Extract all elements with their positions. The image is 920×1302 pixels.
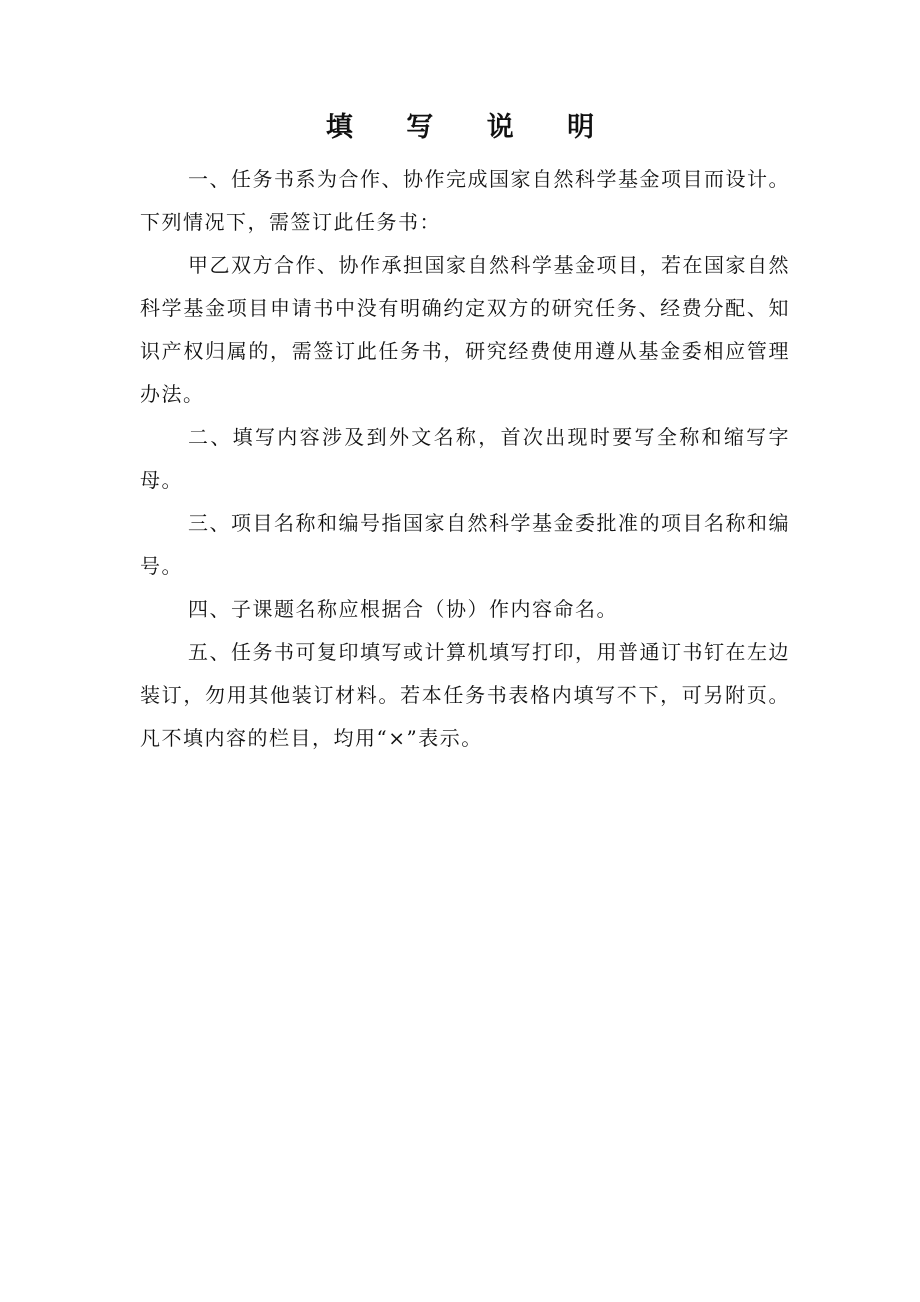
page-title: 填 写 说 明 bbox=[325, 112, 617, 143]
instruction-paragraph-3: 三、项目名称和编号指国家自然科学基金委批准的项目名称和编号。 bbox=[140, 511, 790, 578]
instruction-paragraph-4: 四、子课题名称应根据合（协）作内容命名。 bbox=[188, 597, 618, 621]
instruction-paragraph-2: 二、填写内容涉及到外文名称，首次出现时要写全称和缩写字母。 bbox=[140, 425, 790, 492]
instruction-paragraph-1: 一、任务书系为合作、协作完成国家自然科学基金项目而设计。下列情况下，需签订此任务书： bbox=[140, 167, 790, 234]
instruction-paragraph-5: 五、任务书可复印填写或计算机填写打印，用普通订书钉在左边装订，勿用其他装订材料。若本任务书表格内填写不下，可另附页。凡不填内容的栏目，均用“×”表示。 bbox=[140, 640, 790, 750]
instructions-body bbox=[140, 158, 790, 760]
instruction-paragraph-1-detail: 甲乙双方合作、协作承担国家自然科学基金项目，若在国家自然科学基金项目申请书中没有明确约定双方的研究任务、经费分配、知识产权归属的，需签订此任务书，研究经费使用遵从基金委相应管理办法。 bbox=[140, 253, 790, 406]
